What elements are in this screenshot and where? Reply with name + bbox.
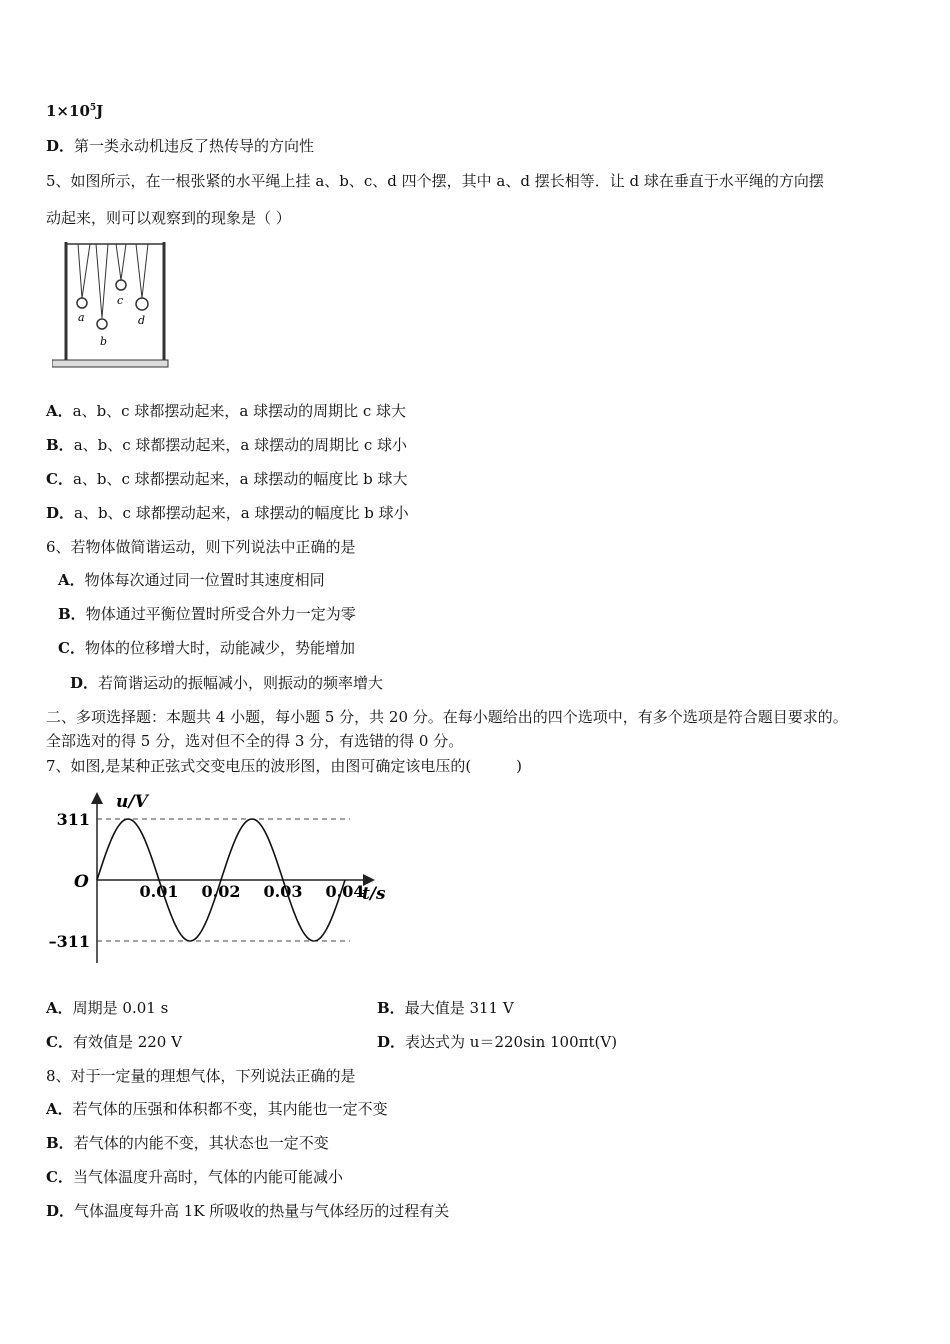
q4-option-d bbox=[46, 136, 314, 156]
q4-tail-unit: J bbox=[96, 102, 104, 120]
pendulum-a-thread bbox=[78, 244, 82, 298]
q8-option-a bbox=[46, 1099, 388, 1119]
section2-instructions-line2: 全部选对的得 5 分，选对但不全的得 3 分，有选错的得 0 分。 bbox=[46, 732, 464, 750]
q6-option-a bbox=[58, 570, 325, 590]
option-letter: D． bbox=[46, 1202, 75, 1220]
label-b: b bbox=[100, 335, 108, 348]
q6-option-d bbox=[70, 673, 383, 693]
q7-stem: 7、如图,是某种正弦式交变电压的波形图，由图可确定该电压的( ) bbox=[46, 757, 523, 775]
x-tick-label: 0.04 bbox=[325, 882, 365, 901]
origin-label: O bbox=[74, 872, 89, 892]
q4-tail-base: 1×10 bbox=[46, 102, 90, 120]
pendulum-base bbox=[52, 360, 168, 367]
option-text: 最大值是 311 V bbox=[404, 999, 514, 1017]
option-text: 气体温度每升高 1K 所吸收的热量与气体经历的过程有关 bbox=[74, 1202, 450, 1220]
q6-stem: 6、若物体做简谐运动，则下列说法中正确的是 bbox=[46, 538, 356, 556]
x-tick-label: 0.03 bbox=[263, 882, 303, 901]
q5-option-a bbox=[46, 401, 406, 421]
pendulum-d-thread bbox=[136, 244, 142, 298]
pendulum-b-thread bbox=[102, 244, 108, 318]
option-text: 若气体的内能不变，其状态也一定不变 bbox=[73, 1134, 329, 1152]
label-d: d bbox=[138, 314, 146, 327]
y-tick-label: 311 bbox=[56, 810, 90, 829]
option-text: 表达式为 u＝220sin 100πt(V) bbox=[405, 1033, 618, 1051]
pendulum-b-ball bbox=[97, 319, 107, 329]
pendulum-c-ball bbox=[116, 280, 126, 290]
option-text: 有效值是 220 V bbox=[72, 1033, 182, 1051]
option-text: a、b、c 球都摆动起来，a 球摆动的周期比 c 球小 bbox=[73, 436, 408, 454]
option-text: 物体每次通过同一位置时其速度相同 bbox=[84, 571, 325, 589]
pendulum-c-thread bbox=[121, 244, 126, 280]
option-letter: A． bbox=[46, 999, 73, 1017]
pendulum-a-ball bbox=[77, 298, 87, 308]
q4-tail bbox=[46, 101, 103, 121]
option-letter: A． bbox=[58, 571, 85, 589]
option-letter: B． bbox=[58, 605, 86, 623]
q7-option-d bbox=[377, 1032, 617, 1052]
q8-stem: 8、对于一定量的理想气体，下列说法正确的是 bbox=[46, 1067, 356, 1085]
option-letter: C． bbox=[46, 1168, 73, 1186]
pendulum-d-thread bbox=[142, 244, 148, 298]
option-text: a、b、c 球都摆动起来，a 球摆动的幅度比 b 球大 bbox=[72, 470, 408, 488]
q7-option-b bbox=[377, 998, 514, 1018]
x-tick-label: 0.02 bbox=[201, 882, 241, 901]
option-text: 当气体温度升高时，气体的内能可能减小 bbox=[72, 1168, 343, 1186]
option-letter: A． bbox=[46, 1100, 73, 1118]
pendulum-figure bbox=[52, 238, 172, 374]
q7-option-c bbox=[46, 1032, 182, 1052]
label-c: c bbox=[117, 294, 124, 307]
option-text: 第一类永动机违反了热传导的方向性 bbox=[74, 137, 315, 155]
pendulum-c-thread bbox=[116, 244, 121, 280]
y-axis-label: u/V bbox=[116, 792, 148, 812]
option-letter: B． bbox=[46, 1134, 74, 1152]
option-letter: D． bbox=[46, 137, 75, 155]
x-axis-label: t/s bbox=[362, 884, 386, 904]
q5-option-c bbox=[46, 469, 408, 489]
pendulum-b-thread bbox=[96, 244, 102, 318]
option-letter: D． bbox=[377, 1033, 406, 1051]
pendulum-a-thread bbox=[82, 244, 90, 298]
option-letter: D． bbox=[46, 504, 75, 522]
q5-stem-line1: 5、如图所示，在一根张紧的水平绳上挂 a、b、c、d 四个摆，其中 a、d 摆长相等．让 d 球在垂直于水平绳的方向摆 bbox=[46, 172, 824, 190]
option-text: a、b、c 球都摆动起来，a 球摆动的周期比 c 球大 bbox=[72, 402, 407, 420]
option-letter: D． bbox=[70, 674, 99, 692]
option-text: a、b、c 球都摆动起来，a 球摆动的幅度比 b 球小 bbox=[74, 504, 409, 522]
option-letter: C． bbox=[46, 470, 73, 488]
option-text: 若气体的压强和体积都不变，其内能也一定不变 bbox=[72, 1100, 388, 1118]
option-text: 物体的位移增大时，动能减少，势能增加 bbox=[84, 639, 355, 657]
x-tick-label: 0.01 bbox=[139, 882, 179, 901]
option-letter: C． bbox=[58, 639, 85, 657]
q6-option-b bbox=[58, 604, 356, 624]
pendulum-d-ball bbox=[136, 298, 148, 310]
option-letter: A． bbox=[46, 402, 73, 420]
q8-option-d bbox=[46, 1201, 449, 1221]
label-a: a bbox=[78, 311, 85, 324]
q5-option-b bbox=[46, 435, 407, 455]
q6-option-c bbox=[58, 638, 355, 658]
sine-wave-chart bbox=[40, 785, 400, 965]
q4-tail-exp: 5 bbox=[89, 103, 97, 113]
section2-instructions-line1: 二、多项选择题：本题共 4 小题，每小题 5 分，共 20 分。在每小题给出的四个选项中，有多个选项是符合题目要求的。 bbox=[46, 708, 848, 726]
q5-option-d bbox=[46, 503, 409, 523]
q5-stem-line2: 动起来，则可以观察到的现象是（ ） bbox=[46, 209, 291, 227]
option-letter: B． bbox=[46, 436, 74, 454]
y-tick-label: –311 bbox=[48, 932, 90, 951]
option-letter: B． bbox=[377, 999, 405, 1017]
q8-option-b bbox=[46, 1133, 329, 1153]
option-text: 物体通过平衡位置时所受合外力一定为零 bbox=[85, 605, 356, 623]
q7-option-a bbox=[46, 998, 168, 1018]
q8-option-c bbox=[46, 1167, 343, 1187]
option-text: 周期是 0.01 s bbox=[72, 999, 169, 1017]
option-text: 若简谐运动的振幅减小，则振动的频率增大 bbox=[98, 674, 384, 692]
option-letter: C． bbox=[46, 1033, 73, 1051]
